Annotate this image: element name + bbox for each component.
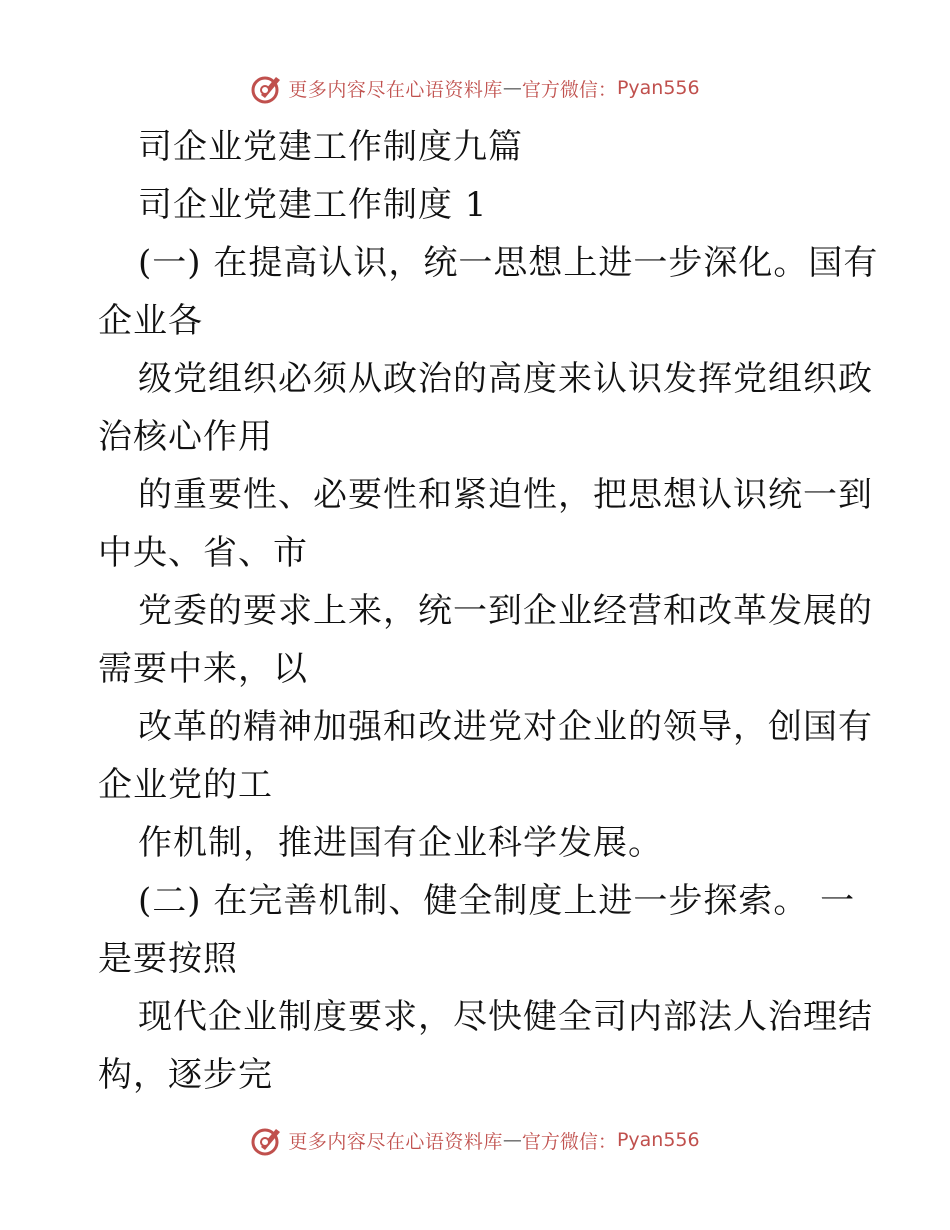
banner-main-text: 更多内容尽在心语资料库: [288, 1130, 503, 1153]
banner-wechat-id: Pyan556: [616, 77, 700, 99]
banner-wechat-label: 官方微信：: [521, 78, 617, 101]
text-line: 中央、省、市: [98, 533, 308, 573]
text-line: 是要按照: [98, 939, 238, 979]
banner-main-text: 更多内容尽在心语资料库: [288, 78, 503, 101]
pen-nib-logo-icon: [250, 71, 284, 105]
text-line: 构，逐步完: [98, 1055, 273, 1095]
banner-wechat-label: 官方微信：: [521, 1130, 617, 1153]
banner-separator: —: [502, 1129, 522, 1151]
text-line: 司企业党建工作制度九篇: [138, 127, 523, 167]
banner-separator: —: [502, 77, 522, 99]
footer-banner: [0, 1118, 950, 1162]
text-line: 级党组织必须从政治的高度来认识发挥党组织政: [138, 359, 873, 399]
document-body: [0, 118, 950, 1104]
text-line: 企业党的工: [98, 765, 273, 805]
text-line: (一) 在提高认识，统一思想上进一步深化。国有: [138, 243, 879, 283]
banner-wechat-id: Pyan556: [616, 1129, 700, 1151]
text-line: (二) 在完善机制、健全制度上进一步探索。 一: [138, 881, 856, 921]
text-line: 企业各: [98, 301, 203, 341]
text-line: 司企业党建工作制度 1: [138, 185, 488, 225]
text-line: 作机制，推进国有企业科学发展。: [138, 823, 663, 863]
text-line: 需要中来，以: [98, 649, 308, 689]
header-banner: [0, 66, 950, 110]
text-line: 的重要性、必要性和紧迫性，把思想认识统一到: [138, 475, 873, 515]
text-line: 治核心作用: [98, 417, 273, 457]
text-line: 党委的要求上来，统一到企业经营和改革发展的: [138, 591, 873, 631]
pen-nib-logo-icon: [250, 1123, 284, 1157]
text-line: 改革的精神加强和改进党对企业的领导，创国有: [138, 707, 873, 747]
text-line: 现代企业制度要求，尽快健全司内部法人治理结: [138, 997, 873, 1037]
